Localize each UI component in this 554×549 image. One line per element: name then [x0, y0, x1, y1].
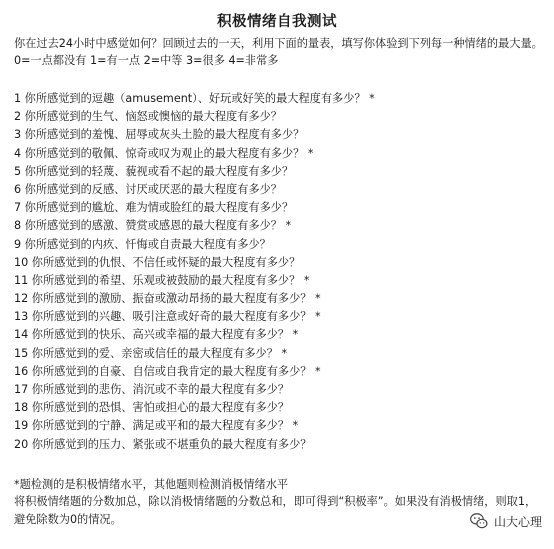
question-item: 8 你所感觉到的感激、赞赏或感恩的最大程度有多少？ *: [14, 219, 292, 233]
rating-scale: 0=一点都没有 1=有一点 2=中等 3=很多 4=非常多: [14, 54, 279, 67]
question-list: [14, 90, 540, 454]
question-item: 13 你所感觉到的兴趣、吸引注意或好奇的最大程度有多少？ *: [14, 310, 321, 324]
question-item: 18 你所感觉到的恐惧、害怕或担心的最大程度有多少？: [14, 401, 290, 415]
question-item: 11 你所感觉到的希望、乐观或被鼓励的最大程度有多少？ *: [14, 273, 310, 287]
wechat-icon: [469, 511, 489, 531]
scoring-notes: [14, 476, 540, 529]
question-item: 14 你所感觉到的快乐、高兴或幸福的最大程度有多少？ *: [14, 328, 299, 342]
question-item: 15 你所感觉到的爱、亲密或信任的最大程度有多少？ *: [14, 346, 288, 360]
question-item: 6 你所感觉到的反感、讨厌或厌恶的最大程度有多少？: [14, 182, 282, 196]
question-item: 9 你所感觉到的内疚、忏悔或自责最大程度有多少？: [14, 237, 271, 251]
question-item: 20 你所感觉到的压力、紧张或不堪重负的最大程度有多少？: [14, 437, 312, 451]
watermark: [469, 511, 542, 531]
question-item: 7 你所感觉到的尴尬、难为情或脸红的最大程度有多少？: [14, 201, 294, 215]
question-item: 10 你所感觉到的仇恨、不信任或怀疑的最大程度有多少？: [14, 255, 301, 269]
intro-text: 你在过去24小时中感觉如何？回顾过去的一天，利用下面的量表，填写你体验到下列每一种情绪的最大量。: [14, 37, 543, 50]
question-item: 5 你所感觉到的轻蔑、藐视或看不起的最大程度有多少？: [14, 164, 294, 178]
note-scoring-method: 将积极情绪题的分数加总，除以消极情绪题的分数总和，即可得到“积极率”。如果没有消极情绪，则取1，: [14, 495, 537, 509]
question-item: 1 你所感觉到的逗趣（amusement）、好玩或好笑的最大程度有多少？ *: [14, 92, 375, 105]
page-title: 积极情绪自我测试: [217, 14, 337, 30]
question-item: 4 你所感觉到的敬佩、惊奇或叹为观止的最大程度有多少？ *: [14, 146, 314, 160]
note-marker-explanation: *题检测的是积极情绪水平，其他题则检测消极情绪水平: [14, 477, 289, 491]
watermark-text: 山大心理: [493, 514, 542, 529]
question-item: 3 你所感觉到的羞愧、屈辱或灰头土脸的最大程度有多少？: [14, 128, 305, 142]
question-item: 16 你所感觉到的自豪、自信或自我肯定的最大程度有多少？ *: [14, 364, 321, 378]
question-item: 12 你所感觉到的激励、振奋或激动昂扬的最大程度有多少？ *: [14, 292, 321, 306]
question-item: 2 你所感觉到的生气、恼怒或懊恼的最大程度有多少？: [14, 110, 282, 124]
note-scoring-method-cont: 避免除数为0的情况。: [14, 512, 122, 526]
question-item: 17 你所感觉到的悲伤、消沉或不幸的最大程度有多少？: [14, 383, 290, 396]
question-item: 19 你所感觉到的宁静、满足或平和的最大程度有多少？ *: [14, 419, 299, 433]
